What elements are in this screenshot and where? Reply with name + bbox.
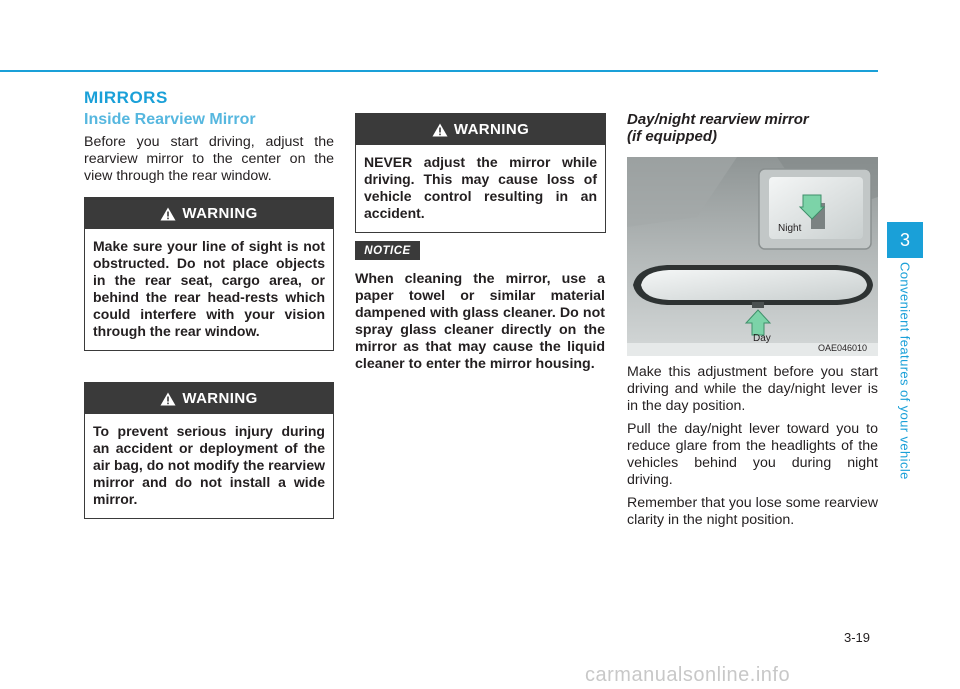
paragraph: Pull the day/night lever toward you to reduce glare from the headlights of the vehicles behind you during night driving. <box>627 421 878 488</box>
warning-header <box>356 114 605 145</box>
mirror-illustration <box>627 157 878 356</box>
warning-text: NEVER adjust the mirror while driving. This may cause loss of vehicle control resulting in an accident. <box>364 154 597 221</box>
inside-mirror-paragraph: Before you start driving, adjust the rearview mirror to the center on the view through the rear window. <box>84 134 334 184</box>
figure-code: OAE046010 <box>818 343 868 353</box>
warning-triangle-icon <box>160 207 176 221</box>
chapter-title-text: Convenient features of your vehicle <box>897 262 913 480</box>
daynight-heading-line1: Day/night rearview mirror <box>627 111 809 128</box>
chapter-number-tab: 3 <box>887 222 923 258</box>
warning-header <box>85 198 333 229</box>
warning-box-adjust <box>355 113 606 233</box>
mirror-illustration-svg <box>627 157 878 356</box>
warning-triangle-icon <box>432 123 448 137</box>
inside-mirror-heading: Inside Rearview Mirror <box>84 111 256 128</box>
paragraph: Make this adjustment before you start driving and while the day/night lever is in the day position. <box>627 364 878 414</box>
daynight-heading <box>627 111 887 145</box>
warning-box-modify <box>84 382 334 519</box>
notice-text: When cleaning the mirror, use a paper towel or similar material dampened with glass cleaner. Do not spray glass cleaner directly on the mirror as that may cause the liquid cleaner to enter the mirror housing. <box>355 271 605 372</box>
warning-text: To prevent serious injury during an accident or deployment of the air bag, do not modify the rearview mirror and do not install a wide mirror. <box>93 423 325 507</box>
watermark: carmanualsonline.info <box>585 664 791 686</box>
warning-header <box>85 383 333 414</box>
section-title: MIRRORS <box>84 88 168 107</box>
paragraph: Remember that you lose some rearview clarity in the night position. <box>627 495 878 528</box>
page-number: 3-19 <box>844 630 871 645</box>
warning-triangle-icon <box>160 392 176 406</box>
top-rule <box>0 70 878 72</box>
night-label: Night <box>778 223 802 234</box>
daynight-paragraphs <box>627 364 878 535</box>
warning-box-sightline <box>84 197 334 351</box>
warning-label: WARNING <box>182 390 258 407</box>
notice-badge: NOTICE <box>355 241 420 260</box>
daynight-heading-line2: (if equipped) <box>627 128 717 145</box>
day-label: Day <box>753 333 771 344</box>
warning-label: WARNING <box>182 205 258 222</box>
warning-label: WARNING <box>453 121 530 138</box>
warning-text: Make sure your line of sight is not obstructed. Do not place objects in the rear seat, cargo area, or behind the rear head-rests which could interfere with your vision through the rear window. <box>93 238 325 339</box>
